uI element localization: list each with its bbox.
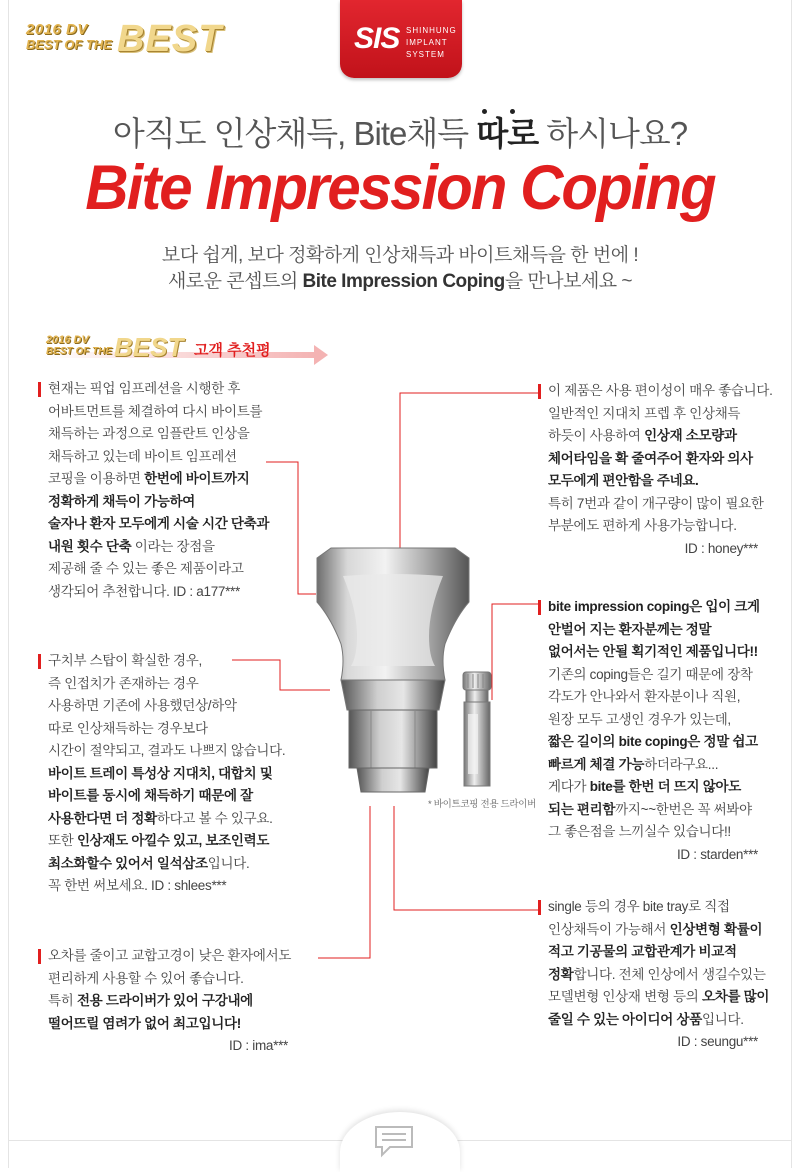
review-marker <box>538 600 541 615</box>
review-line <box>48 968 318 991</box>
review-line-text: 하더라구요... <box>644 756 719 772</box>
review-line <box>548 709 768 732</box>
review-card <box>48 650 308 898</box>
headline-text-end: 하시나요? <box>538 115 688 152</box>
review-line-bold: 술자나 환자 모두에게 시술 시간 단축과 <box>48 516 270 531</box>
review-marker <box>38 654 41 669</box>
review-card <box>548 380 788 560</box>
review-line <box>48 536 298 559</box>
review-id: ID : honey*** <box>684 540 758 556</box>
review-body <box>548 896 788 1031</box>
review-card <box>48 378 298 603</box>
review-line <box>48 875 308 898</box>
emphasis-dot <box>482 109 487 114</box>
review-line <box>548 941 788 964</box>
review-line-text: 합니다. 전체 인상에서 생길수있는 <box>573 966 766 982</box>
subtitle-line-1: 보다 쉽게, 보다 정확하게 인상채득과 바이트채득을 한 번에 ! <box>161 245 639 266</box>
review-line-bold: 체어타임을 확 줄여주어 환자와 의사 <box>548 450 753 466</box>
review-line <box>548 799 768 822</box>
review-line <box>548 986 788 1009</box>
review-line-bold: 되는 편리함 <box>548 801 616 817</box>
review-line-text: 채득하는 과정으로 임플란트 인상을 <box>48 426 250 441</box>
product-title: Bite Impression Coping <box>85 152 715 223</box>
review-line <box>548 448 788 471</box>
review-line <box>548 964 788 987</box>
review-line-text: 부분에도 편하게 사용가능합니다. <box>548 518 737 533</box>
review-line-text: 그 좋은점을 느끼실수 있습니다!! <box>548 824 731 839</box>
review-line <box>548 641 768 664</box>
review-marker <box>538 900 541 915</box>
review-line-bold: 사용한다면 더 정확 <box>48 810 157 826</box>
subtitle-line-2 <box>0 266 800 293</box>
review-line <box>48 468 298 491</box>
review-line-bold: 안벌어 지는 환자분께는 정말 <box>548 621 712 637</box>
sis-text-line: SYSTEM <box>406 50 445 59</box>
heading-arrow-icon <box>314 345 328 365</box>
review-line-bold: 최소화할수 있어서 일석삼조 <box>48 855 208 871</box>
review-line-bold: 인상재도 아낄수 있고, 보조인력도 <box>76 833 270 848</box>
review-line <box>548 664 768 687</box>
review-line-text: 각도가 안나와서 환자분이나 직원, <box>548 689 741 704</box>
review-line <box>548 1009 788 1032</box>
review-line <box>48 673 308 696</box>
review-body <box>48 650 308 898</box>
review-line <box>548 470 788 493</box>
review-line-bold: 적고 기공물의 교합관계가 비교적 <box>548 944 737 959</box>
review-line-bold: 떨어뜨릴 염려가 없어 최고입니다! <box>48 1015 241 1031</box>
review-line-text: 생각되어 추천합니다. ID : a177*** <box>48 583 240 599</box>
review-line-text: 이라는 장점을 <box>131 538 215 554</box>
review-line-text: 입니다. <box>701 1011 744 1027</box>
review-line-bold: bite를 한번 더 뜨지 않아도 <box>589 779 741 794</box>
best-logo-subtitle: BEST OF THE <box>26 37 112 52</box>
section-best-subtitle: BEST OF THE <box>46 346 113 357</box>
review-line-bold: 전용 드라이버가 있어 구강내에 <box>76 993 253 1008</box>
review-line <box>548 425 788 448</box>
review-line-bold: 오차를 많이 <box>701 989 770 1004</box>
review-line <box>548 619 768 642</box>
review-line-text: 코핑을 이용하면 <box>48 471 145 486</box>
review-line-text: 현재는 픽업 임프레션을 시행한 후 <box>48 381 241 396</box>
review-line <box>48 785 308 808</box>
review-marker <box>538 384 541 399</box>
review-line-text: 특히 <box>48 993 77 1008</box>
review-line <box>48 401 298 424</box>
review-line-text: 즉 인접치가 존재하는 경우 <box>48 675 199 691</box>
review-line-bold: 한번에 바이트까지 <box>144 471 250 486</box>
review-line <box>548 754 768 777</box>
review-card <box>548 596 768 866</box>
review-line-text: single 등의 경우 bite tray로 직접 <box>548 899 730 914</box>
review-line-text: 일반적인 지대치 프렙 후 인상채득 <box>548 405 741 421</box>
review-line <box>548 919 788 942</box>
emphasis-dot <box>510 109 515 114</box>
review-line-text: 또한 <box>48 833 77 848</box>
headline-emphasis <box>476 115 538 152</box>
review-line-text: 채득하고 있는데 바이트 임프레션 <box>48 448 237 464</box>
review-line-text: 오차를 줄이고 교합고경이 낮은 환자에서도 <box>48 948 292 963</box>
review-line-bold: 없어서는 안될 획기적인 제품입니다!! <box>548 644 758 659</box>
review-line <box>548 896 788 919</box>
review-line-text: 게다가 <box>548 779 590 794</box>
review-line <box>48 945 318 968</box>
subtitle-emphasis: Bite Impression Coping <box>302 271 505 292</box>
review-line <box>548 493 788 516</box>
review-line-bold: 정확하게 채득이 가능하여 <box>48 493 196 509</box>
review-line <box>48 1013 318 1036</box>
sis-brand-badge <box>340 0 462 78</box>
section-best-year: 2016 DV <box>46 334 89 346</box>
review-line <box>548 403 788 426</box>
review-body <box>548 596 768 844</box>
review-line-text: 구치부 스탑이 확실한 경우, <box>48 653 202 668</box>
review-line <box>48 740 308 763</box>
review-line <box>48 513 298 536</box>
review-line-bold: 모두에게 편안함을 주네요. <box>548 473 699 488</box>
review-line <box>48 990 318 1013</box>
review-line <box>48 763 308 786</box>
headline <box>0 108 800 155</box>
review-line <box>48 446 298 469</box>
review-body <box>48 378 298 603</box>
review-line <box>48 853 308 876</box>
review-line-text: 기존의 coping들은 길기 때문에 장착 <box>548 666 753 682</box>
sis-text-line: SHINHUNG <box>406 26 457 35</box>
review-line <box>548 380 788 403</box>
review-line <box>48 808 308 831</box>
review-line-text: 입니다. <box>207 855 250 871</box>
review-line-bold: 짧은 길이의 bite coping은 정말 쉽고 <box>548 734 758 749</box>
coping-driver-image <box>452 668 502 796</box>
review-card <box>48 945 318 1058</box>
reviews-section-heading <box>44 334 324 366</box>
subtitle-text-end: 을 만나보세요 ~ <box>504 271 633 292</box>
review-line <box>548 515 788 538</box>
review-line-bold: 인상변형 확률이 <box>669 921 763 937</box>
headline-text: 아직도 인상채득, Bite채득 <box>112 115 477 152</box>
review-line-text: 사용하면 기존에 사용했던상/하악 <box>48 698 237 713</box>
review-line <box>548 596 768 619</box>
best-logo-year: 2016 DV <box>26 21 88 38</box>
review-line <box>48 581 298 604</box>
best-of-the-best-logo <box>22 18 242 62</box>
review-body <box>48 945 318 1035</box>
review-line-text: 꼭 한번 써보세요. ID : shlees*** <box>48 878 227 893</box>
review-line-text: 모델변형 인상재 변형 등의 <box>548 989 702 1004</box>
review-line-bold: 줄일 수 있는 아이디어 상품 <box>548 1011 702 1027</box>
review-line-bold: 바이트 트레이 특성상 지대치, 대합치 및 <box>48 765 273 781</box>
review-line-text: 특히 7번과 같이 개구량이 많이 필요한 <box>548 495 764 511</box>
section-label: 고객 추천평 <box>194 342 271 359</box>
review-line-text: 인상채득이 가능해서 <box>548 921 670 937</box>
sis-logo-text <box>406 25 457 61</box>
review-id: ID : ima*** <box>229 1038 288 1053</box>
review-line-text: 하다고 볼 수 있구요. <box>156 810 273 826</box>
review-line <box>48 830 308 853</box>
review-card <box>548 896 788 1054</box>
review-line <box>48 378 298 401</box>
review-line <box>48 558 298 581</box>
review-line-text: 원장 모두 고생인 경우가 있는데, <box>548 711 731 727</box>
review-id: ID : seungu*** <box>677 1034 758 1049</box>
review-line-bold: 바이트를 동시에 채득하기 때문에 잘 <box>48 788 253 803</box>
review-line-text: 까지~~한번은 꼭 써봐야 <box>615 801 752 817</box>
review-line-bold: bite impression coping은 입이 크게 <box>548 599 760 614</box>
review-line <box>48 491 298 514</box>
review-line-bold: 인상재 소모량과 <box>644 428 737 443</box>
review-id: ID : starden*** <box>676 846 758 862</box>
review-line <box>548 731 768 754</box>
review-line-bold: 빠르게 체결 가능 <box>548 756 645 772</box>
headline-emphasis-text: 따로 <box>476 115 539 152</box>
best-logo-word: BEST <box>117 18 223 60</box>
review-line <box>548 686 768 709</box>
review-line-text: 하듯이 사용하여 <box>548 428 645 443</box>
review-line-text: 제공해 줄 수 있는 좋은 제품이라고 <box>48 561 244 576</box>
review-line-bold: 내원 횟수 단축 <box>48 538 132 554</box>
review-marker <box>38 382 41 397</box>
review-body <box>548 380 788 538</box>
comment-icon[interactable] <box>372 1124 416 1158</box>
review-line <box>48 695 308 718</box>
review-line-text: 어바트먼트를 체결하여 다시 바이트를 <box>48 403 263 419</box>
review-line-bold: 정확 <box>548 966 574 982</box>
review-line <box>48 650 308 673</box>
review-line <box>48 423 298 446</box>
review-line-text: 따로 인상채득하는 경우보다 <box>48 720 208 736</box>
subtitle-text: 새로운 콘셉트의 <box>167 271 303 292</box>
section-best-word: BEST <box>114 332 184 362</box>
sis-logo-mark: SIS <box>354 22 400 55</box>
review-line <box>548 776 768 799</box>
review-marker <box>38 949 41 964</box>
review-line-text: 편리하게 사용할 수 있어 좋습니다. <box>48 970 244 986</box>
review-line-text: 이 제품은 사용 편이성이 매우 좋습니다. <box>548 383 773 398</box>
driver-caption: * 바이트코핑 전용 드라이버 <box>428 799 537 810</box>
review-line <box>548 821 768 844</box>
review-line <box>48 718 308 741</box>
sis-text-line: IMPLANT <box>406 38 448 47</box>
review-line-text: 시간이 절약되고, 결과도 나쁘지 않습니다. <box>48 743 286 758</box>
